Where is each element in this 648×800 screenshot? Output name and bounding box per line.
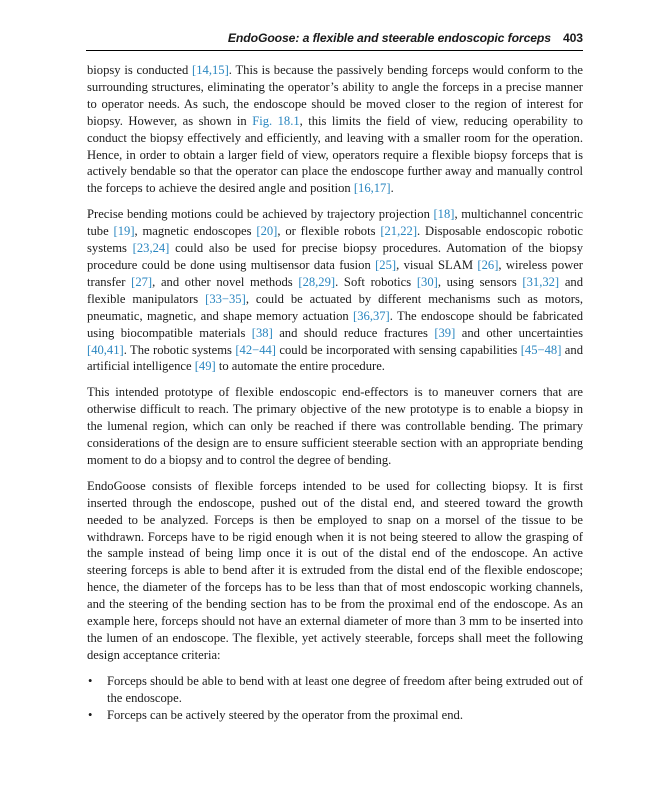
bullet-symbol: • bbox=[88, 673, 93, 688]
running-title: EndoGoose: a flexible and steerable endoscopic forceps bbox=[227, 31, 551, 45]
header-rule bbox=[86, 50, 583, 51]
text-run: and other uncertainties bbox=[455, 325, 583, 340]
text-run: EndoGoose consists of flexible forceps intended to be used for collecting biopsy. It is first inserted through the endoscope, pushed out of the distal end, and steered toward the growth needed to be analyzed. Forceps is then be employed to snap on a morsel of the tissue to be withdrawn. Forceps have to be rigid enough when it is not being steered to allow the grasping of the sample instead of being limp once it is out of the distal end of the endoscope. An active steering forceps is able to bend after it is extruded from the distal end of the flexible endoscope; hence, the diameter of the forceps has to be less than that of most endoscopic working channels, and the steering of the bending section has to be from the proximal end of the endoscope. As an example here, forceps should not have an external diameter of more than 3 mm to be inserted into the lumen of an endoscope. The flexible, yet actively steerable, forceps shall meet the following design acceptance criteria: bbox=[87, 478, 583, 662]
acceptance-criteria-list bbox=[87, 673, 583, 724]
citation-link[interactable]: [14,15] bbox=[192, 63, 229, 77]
citation-link[interactable]: [30] bbox=[416, 274, 438, 289]
text-run: . Soft robotics bbox=[335, 274, 417, 289]
citation-link[interactable]: [25] bbox=[375, 257, 397, 272]
text-run: and should reduce fractures bbox=[272, 325, 435, 340]
text-run: , multichannel concentric tube bbox=[87, 207, 583, 239]
text-run: , wireless power transfer bbox=[87, 257, 584, 289]
body-text bbox=[87, 62, 583, 724]
text-run: . The robotic systems bbox=[123, 342, 236, 357]
bullet-symbol: • bbox=[88, 707, 93, 722]
citation-link[interactable]: [38] bbox=[251, 325, 273, 340]
citation-link[interactable]: [18] bbox=[433, 207, 455, 222]
text-run: could also be used for precise biopsy procedures. Automation of the biopsy procedure could be done using multisensor data fusion bbox=[87, 241, 583, 272]
running-header bbox=[86, 31, 583, 45]
text-run: . bbox=[390, 181, 394, 196]
text-run: , visual SLAM bbox=[396, 257, 478, 272]
citation-link[interactable]: [21,22] bbox=[380, 224, 418, 239]
text-run: biopsy is conducted bbox=[87, 63, 193, 77]
citation-link[interactable]: [26] bbox=[477, 257, 499, 272]
text-run: , and other novel methods bbox=[152, 274, 299, 289]
paragraph-3 bbox=[87, 384, 583, 469]
citation-link[interactable]: Fig. 18.1 bbox=[252, 113, 300, 128]
citation-link[interactable]: [28,29] bbox=[298, 274, 336, 289]
citation-link[interactable]: [39] bbox=[434, 325, 456, 340]
paragraph-4 bbox=[87, 478, 583, 664]
text-run: could be incorporated with sensing capabilities bbox=[276, 342, 521, 357]
citation-link[interactable]: [31,32] bbox=[522, 274, 560, 289]
citation-link[interactable]: [33−35] bbox=[205, 291, 246, 306]
text-run: . This is because the passively bending forceps would conform to the surrounding structures, eliminating the operator’s ability to angle the forceps in a precise manner to operator needs. As such, the endoscope should be moved closer to the region of interest for biopsy. However, as shown in bbox=[87, 63, 583, 128]
citation-link[interactable]: [19] bbox=[113, 224, 135, 239]
text-run: . The endoscope should be fabricated using biocompatible materials bbox=[87, 308, 584, 340]
text-run: , this limits the field of view, reducing operability to conduct the biopsy effectively and efficiently, and leaving with a smaller room for the operation. Hence, in order to obtain a larger field of view, operators require a flexible biopsy forceps that is actively bendable so that the operator can place the endoscope further away and manually control the forceps to achieve the desired angle and position bbox=[87, 113, 583, 196]
paragraph-2 bbox=[87, 206, 583, 375]
text-run: This intended prototype of flexible endoscopic end-effectors is to maneuver corners that are otherwise difficult to reach. The primary objective of the new prototype is to enable a biopsy in the lumenal region, which can only be reached if there was controllable bending. The primary considerations of the design are to ensure sufficient steerable section with an appropriate bending moment to do a biopsy and to control the degree of bending. bbox=[87, 385, 583, 467]
text-run: . Disposable endoscopic robotic systems bbox=[87, 224, 583, 256]
citation-link[interactable]: [40,41] bbox=[87, 342, 124, 357]
citation-link[interactable]: [23,24] bbox=[132, 241, 170, 256]
citation-link[interactable]: [36,37] bbox=[353, 308, 390, 323]
citation-link[interactable]: [45−48] bbox=[520, 342, 562, 357]
citation-link[interactable]: [27] bbox=[131, 274, 153, 289]
citation-link[interactable]: [42−44] bbox=[235, 342, 277, 357]
citation-link[interactable]: [20] bbox=[256, 224, 278, 239]
paragraph-1 bbox=[87, 62, 583, 197]
bullet-item bbox=[87, 673, 583, 707]
text-run: , could be actuated by different mechanisms such as motors, pneumatic, magnetic, and shape memory actuation bbox=[87, 291, 584, 323]
text-run: and flexible manipulators bbox=[87, 274, 584, 306]
citation-link[interactable]: [16,17] bbox=[353, 181, 391, 196]
bullet-text: Forceps can be actively steered by the operator from the proximal end. bbox=[107, 707, 463, 722]
page-number: 403 bbox=[562, 31, 583, 45]
text-run: , magnetic endoscopes bbox=[134, 224, 257, 239]
text-run: to automate the entire procedure. bbox=[215, 359, 385, 374]
citation-link[interactable]: [49] bbox=[194, 359, 216, 374]
bullet-text: Forceps should be able to bend with at least one degree of freedom after being extruded out of the endoscope. bbox=[107, 673, 583, 705]
text-run: Precise bending motions could be achieved by trajectory projection bbox=[87, 207, 434, 222]
bullet-item bbox=[87, 707, 583, 724]
text-run: , using sensors bbox=[437, 274, 523, 289]
text-run: , or flexible robots bbox=[277, 224, 381, 239]
text-run: and artificial intelligence bbox=[87, 342, 583, 374]
